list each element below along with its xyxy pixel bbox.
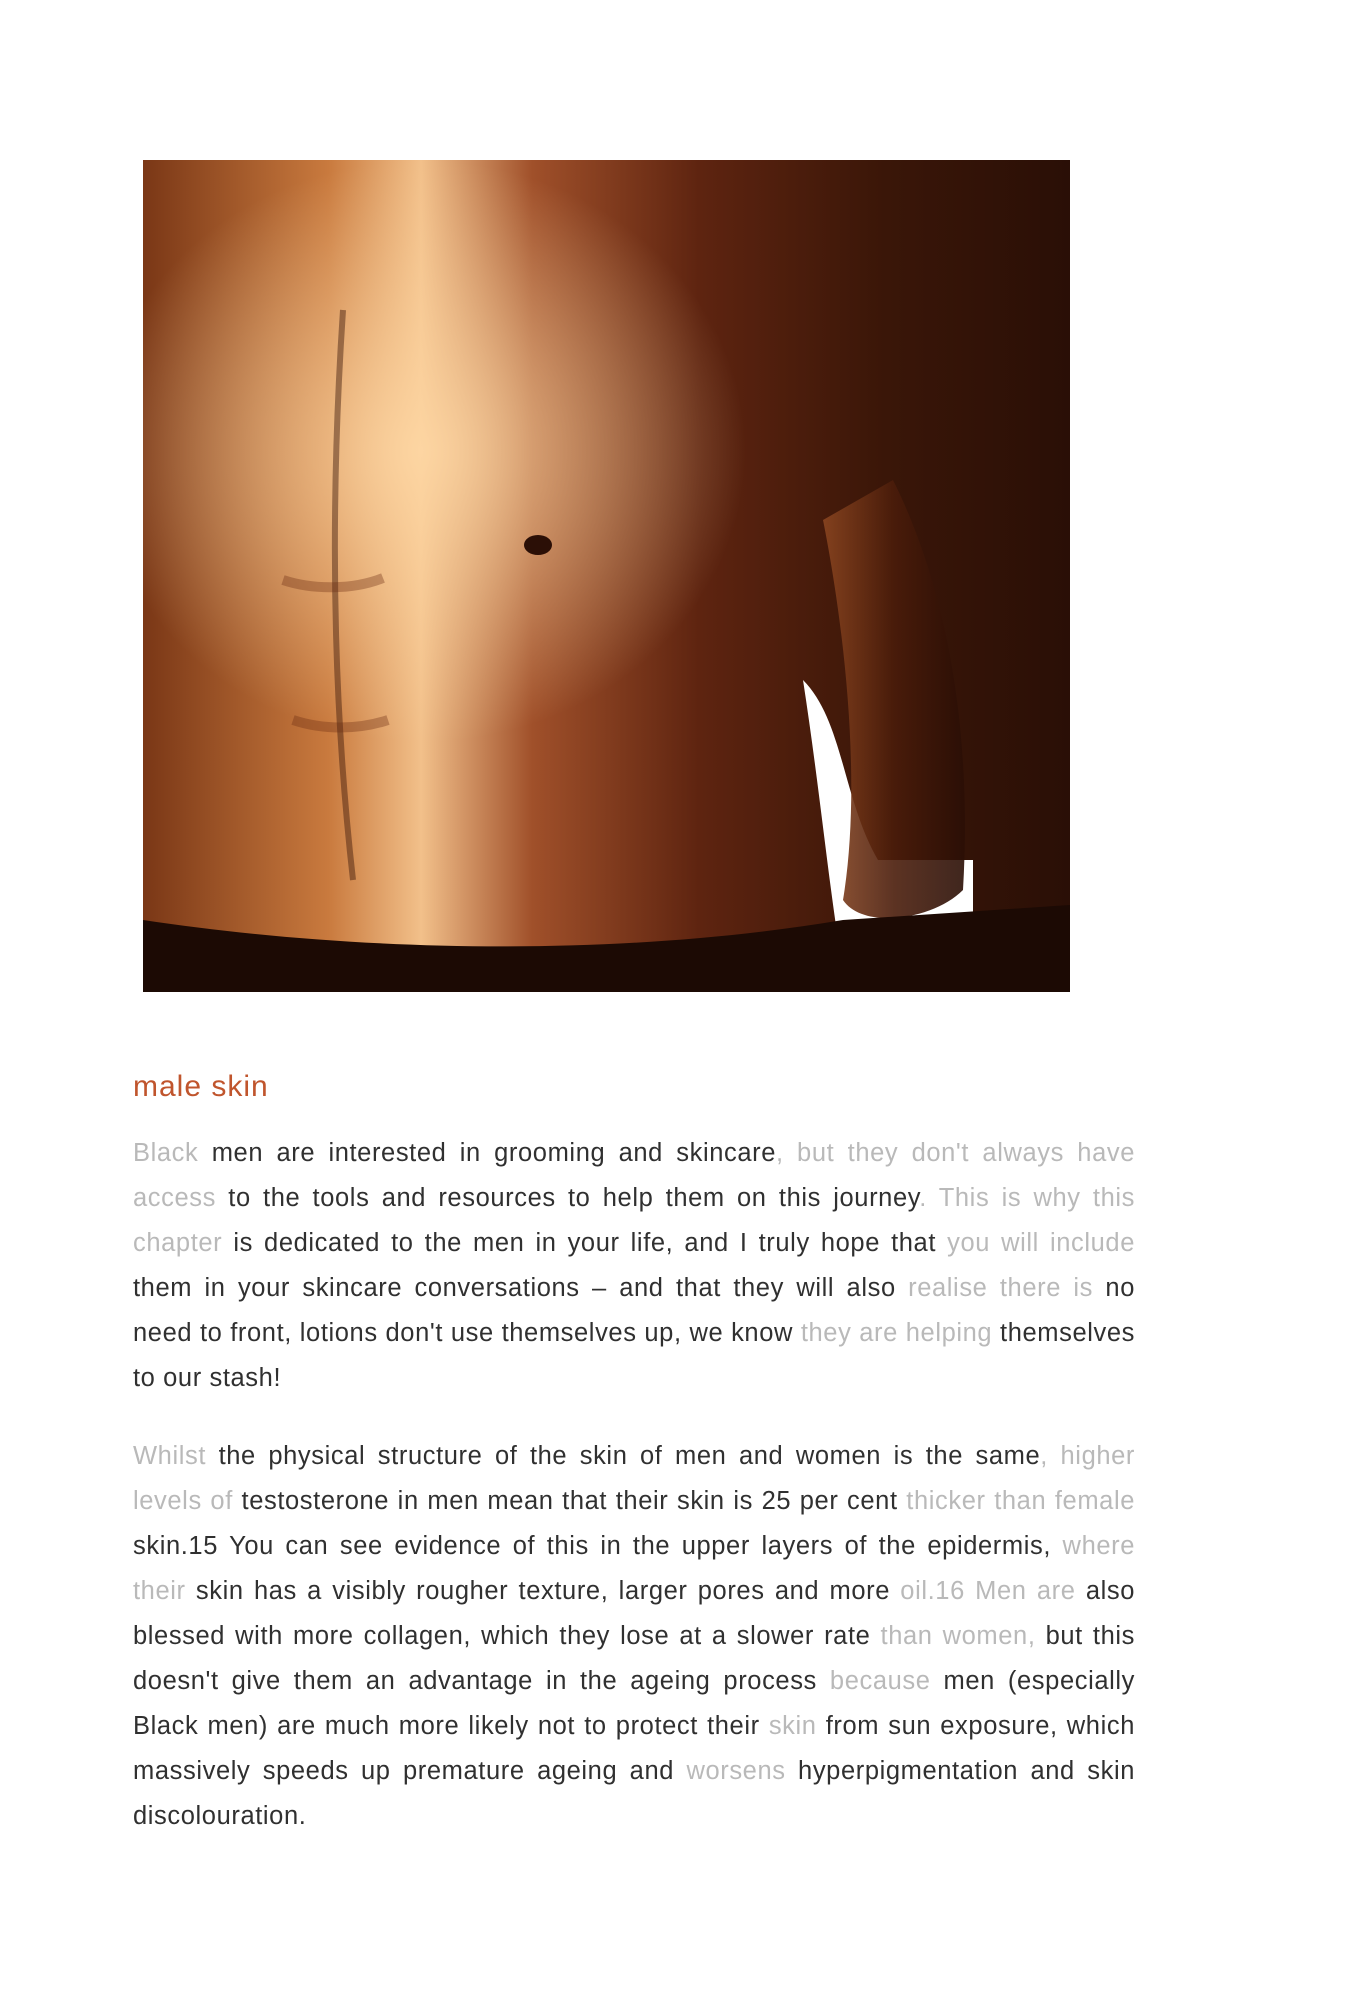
text-run: no need to front, lotions don't use themselves up, we know [133, 1274, 1135, 1347]
faded-text-run: because [816, 1667, 944, 1695]
faded-text-run: . This is why this chapter [133, 1184, 1136, 1257]
text-run: to the tools and resources to help them on this journey [228, 1184, 920, 1212]
text-run: them in your skincare conversations – and that they will also [133, 1274, 896, 1302]
text-run: from sun exposure, which massively speeds up premature ageing and [133, 1712, 1135, 1785]
faded-text-run: they are helping [793, 1319, 1001, 1347]
text-run: men (especially Black men) are much more likely not to protect their [133, 1667, 1135, 1740]
section-heading: male skin [133, 1070, 269, 1103]
faded-text-run: realise there is [895, 1274, 1106, 1302]
torso-photo [143, 160, 1070, 992]
faded-text-run: , but they don't always have access [133, 1139, 1135, 1212]
faded-text-run: oil.16 Men are [890, 1577, 1086, 1605]
text-run: but this doesn't give them an advantage in the ageing process [133, 1622, 1136, 1695]
text-run: testosterone in men mean that their skin is 25 per cent [241, 1487, 898, 1515]
text-run: themselves to our stash! [133, 1319, 1136, 1392]
text-run: hyperpigmentation and skin discolouration. [133, 1757, 1135, 1830]
faded-text-run: Black [133, 1139, 212, 1167]
faded-text-run: you will include [936, 1229, 1135, 1257]
text-run: is dedicated to the men in your life, and I truly hope that [233, 1229, 937, 1257]
faded-text-run: than women, [870, 1622, 1046, 1650]
text-run: skin has a visibly rougher texture, larger pores and more [195, 1577, 890, 1605]
section-body [133, 1131, 1135, 1839]
text-run: also blessed with more collagen, which they lose at a slower rate [133, 1577, 1135, 1650]
text-run: the physical structure of the skin of men and women is the same [218, 1442, 1041, 1470]
faded-text-run: worsens [674, 1757, 799, 1785]
faded-text-run: skin [759, 1712, 826, 1740]
faded-text-run: where their [133, 1532, 1136, 1605]
torso-illustration [143, 160, 1070, 992]
text-run: skin.15 You can see evidence of this in the upper layers of the epidermis, [133, 1532, 1052, 1560]
body-paragraph [133, 1434, 1135, 1839]
faded-text-run: , higher levels of [133, 1442, 1136, 1515]
body-paragraph [133, 1131, 1135, 1401]
faded-text-run: thicker than female [897, 1487, 1135, 1515]
text-run: men are interested in grooming and skincare [211, 1139, 777, 1167]
faded-text-run: Whilst [133, 1442, 219, 1470]
